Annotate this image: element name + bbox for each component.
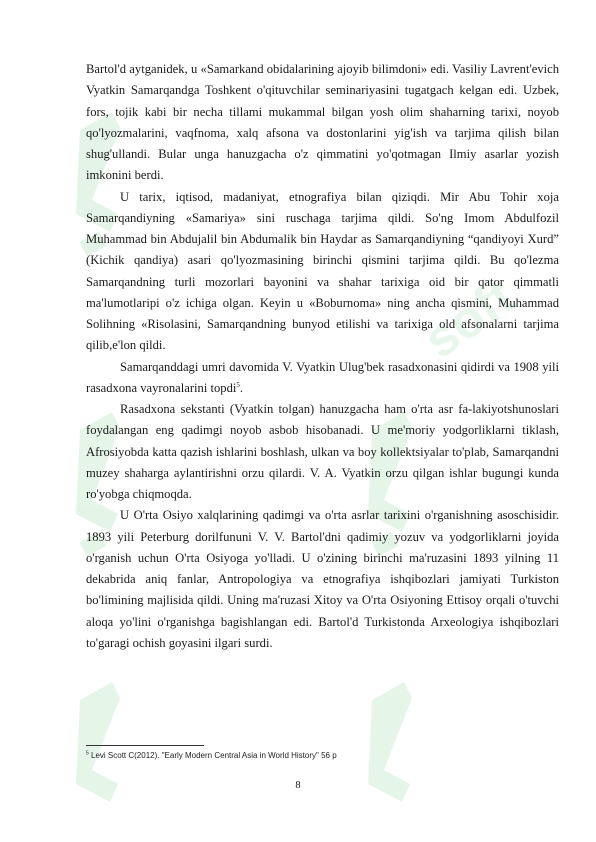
watermark-text: soft [413, 267, 525, 370]
footnote-divider [86, 745, 204, 746]
body-text [86, 59, 559, 654]
page-number: 8 [295, 780, 301, 791]
footnote-marker: 5 [86, 750, 89, 757]
paragraph-3-text: Samarqanddagi umri davomida V. Vyatkin Ulug'bek rasadxonasini qidirdi va 1908 yili rasadxona vayronalarini topdi [86, 359, 559, 395]
footnote-reference[interactable]: 5 [236, 380, 240, 389]
footnote [86, 751, 337, 760]
paragraph-3-end: . [239, 380, 244, 395]
paragraph-3 [86, 357, 559, 400]
paragraph-1: Bartol'd aytganidek, u «Samarkand obidalarining ajoyib bilimdoni» edi. Vasiliy Lavrent'evich Vyatkin Samarqandga Toshkent o'qituvchilar seminariyasini tugatgach kelgan edi. Uzbek, fors, tojik kabi bir necha tillami mukammal bilgan yosh olim shaharning tarixi, noyob qo'lyozmalarini, vaqfnoma, xalq afsona va dostonlarini yig'ish va tarjima qilish bilan shug'ullandi. Bular unga hanuzgacha o'z qimmatini yo'qotmagan Ilmiy asarlar yozish imkonini berdi. [86, 62, 559, 183]
paragraph-5: U O'rta Osiyo xalqlarining qadimgi va o'rta asrlar tarixini o'rganishning asoschisidir. 1893 yili Peterburg dorilfununi V. V. Bartol'dni qadimiy yozuv va yodgorliklarni joyida o'rganish uchun O'rta Osiyoga yo'lladi. U o'zining birinchi ma'ruzasini 1893 yilning 11 dekabrida aniq fanlar, Antropologiya va etnografiya ishqibozlari jamiyati Turkiston bo'limining majlisida qildi. Uning ma'ruzasi Xitoy va O'rta Osiyoning Ettisoy orqali o'tuvchi aloqa yo'lini o'rganishga bagishlangan edi. Bartol'd Turkistonda Arxeologiya ishqibozlari to'garagi ochish goyasini ilgari surdi. [86, 508, 559, 650]
paragraph-4: Rasadxona sekstanti (Vyatkin tolgan) hanuzgacha ham o'rta asr fa-lakiyotshunoslari foydalangan eng qadimgi noyob asbob hisobanadi. U me'moriy yodgorliklarni tiklash, Afrosiyobda katta qazish ishlarini boshlash, ulkan va boy kollektsiyalar to'plab, Samarqandni muzey shaharga aylantirishni orzu qilardi. V. A. Vyatkin orzu qilgan ishlar bugungi kunda ro'yobga chiqmoqda. [86, 402, 559, 501]
paragraph-2: U tarix, iqtisod, madaniyat, etnografiya bilan qiziqdi. Mir Abu Tohir xoja Samarqandiyning «Samariya» sini ruschaga tarjima qildi. So'ng Imom Abdulfozil Muhammad bin Abdujalil bin Abdumalik bin Haydar as Samarqandiyning “qandiyoyi Xurd” (Kichik qandiya) asari qo'lyozmasining birinchi qismini tarjima qildi. Bu qo'lezma Samarqandning turli mozorlari bayonini va shahar tarixiga oid bir qator qimmatli ma'lumotlaripi o'z ichiga olgan. Keyin u «Boburnoma» ning ancha qismini, Muhammad Solihning «Risolasini, Samarqandning bunyod etilishi va tarixiga old afsonalarni tarjima qilib,e'lon qildi. [86, 189, 559, 353]
footnote-text: Levi Scott C(2012). "Early Modern Central Asia in World History" 56 p [88, 751, 337, 760]
